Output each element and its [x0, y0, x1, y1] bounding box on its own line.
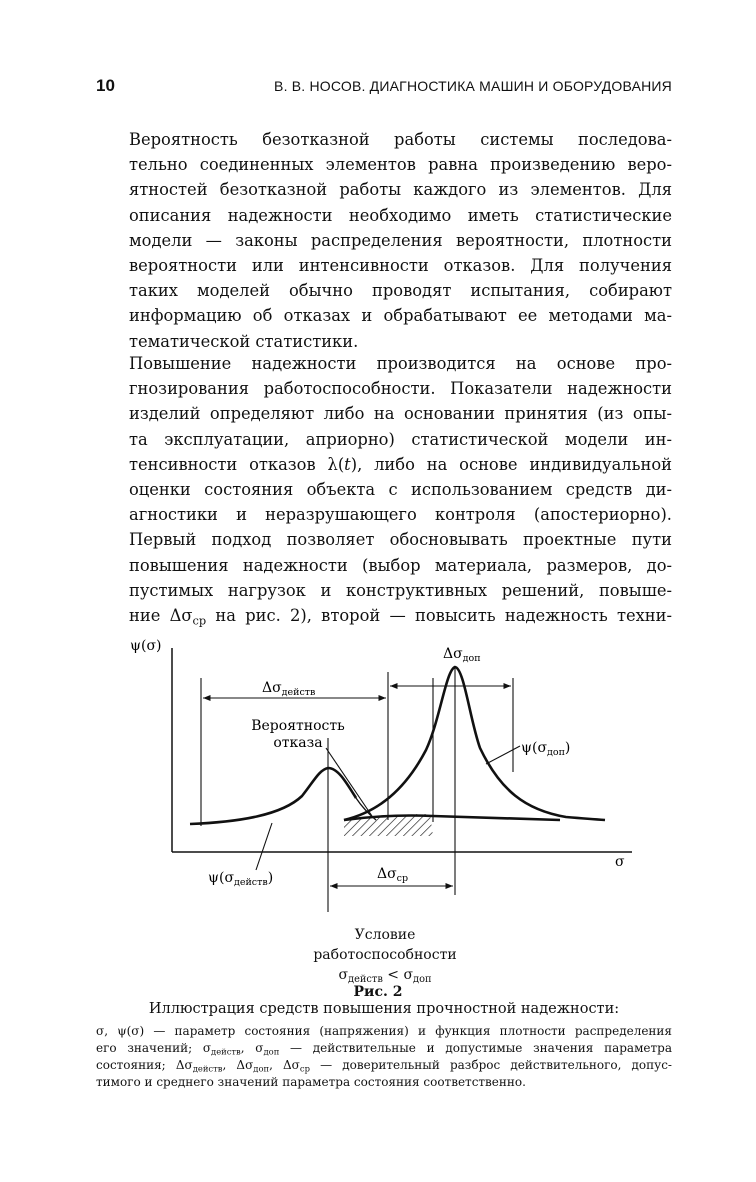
leader-psi-act [256, 823, 272, 870]
legend-line: его значений; $\sigma_{действ}$, $\sigma_{доп}$ — действительные и допустимые значения параметра [96, 1041, 672, 1057]
text-line: описания надежности необходимо иметь статистические [129, 205, 672, 225]
x-axis-label: σ [615, 854, 625, 870]
text-line: пустимых нагрузок и конструктивных решений, повыше- [129, 580, 672, 600]
condition-formula: $\sigma_{действ} < \sigma_{доп}$ [338, 967, 432, 985]
psi-allow-label: $\psi(\sigma_{доп})$ [521, 740, 571, 758]
text-line: ние $\Delta\sigma_{ср}$ на рис. 2), второй — повысить надежность техни- [129, 606, 673, 628]
legend-line: тимого и среднего значений параметра состояния соответственно. [96, 1075, 526, 1089]
text-line: тенсивности отказов λ(t), либо на основе индивидуальной [129, 454, 672, 474]
legend-line: состояния; $\Delta\sigma_{действ}$, $\Delta\sigma_{доп}$, $\Delta\sigma_{ср}$ — доверительный разброс действительного, допус- [96, 1058, 672, 1074]
text-line: изделий определяют либо на основании принятия (из опы- [129, 404, 672, 424]
text-line: оценки состояния объекта с использованием средств ди- [129, 480, 672, 500]
delta-allow-label: $\Delta\sigma_{доп}$ [443, 646, 481, 664]
leader-failure [326, 748, 372, 816]
text-line: вероятности или интенсивности отказов. Для получения [129, 256, 672, 276]
text-line: Вероятность безотказной работы системы последова- [129, 130, 672, 149]
figure-legend [96, 1023, 672, 1091]
operability-condition [280, 925, 490, 985]
curve-psi-actual [190, 768, 356, 824]
legend-line: σ, ψ(σ) — параметр состояния (напряжения) и функция плотности распределения [96, 1024, 672, 1038]
figure-title: Иллюстрация средств повышения прочностной надежности: [148, 1001, 620, 1017]
y-axis-label: ψ(σ) [130, 638, 162, 654]
delta-act-label: $\Delta\sigma_{действ}$ [262, 680, 316, 698]
running-title: В. В. НОСОВ. ДИАГНОСТИКА МАШИН И ОБОРУДОВАНИЯ [274, 78, 672, 94]
text-line: ятностей безотказной работы каждого из элементов. Для [129, 180, 672, 200]
text-line: агностики и неразрушающего контроля (апостериорно). [129, 505, 672, 525]
failure-prob-label: Вероятность отказа [251, 718, 345, 751]
text-line: информацию об отказах и обрабатывают ее методами ма- [129, 306, 672, 326]
text-line: тельно соединенных элементов равна произведению веро- [129, 155, 672, 175]
delta-mean-label: $\Delta\sigma_{ср}$ [377, 866, 409, 884]
page-number: 10 [96, 76, 115, 95]
text-line: Повышение надежности производится на основе про- [129, 354, 672, 373]
text-line: Первый подход позволяет обосновывать проектные пути [129, 530, 672, 550]
text-line: та эксплуатации, априорно) статистической модели ин- [129, 429, 672, 449]
figure-label: Рис. 2 [353, 984, 403, 1000]
leader-psi-allow [486, 746, 520, 764]
text-line: гнозирования работоспособности. Показатели надежности [129, 379, 672, 399]
text-line: таких моделей обычно проводят испытания, собирают [129, 281, 672, 301]
text-line: повышения надежности (выбор материала, размеров, до- [129, 555, 672, 575]
condition-line: Условие [354, 927, 416, 943]
text-line: тематической статистики. [129, 331, 359, 351]
psi-act-label: $\psi(\sigma_{действ})$ [208, 870, 274, 888]
text-line: модели — законы распределения вероятности, плотности [129, 230, 672, 250]
condition-line: работоспособности [313, 947, 457, 963]
